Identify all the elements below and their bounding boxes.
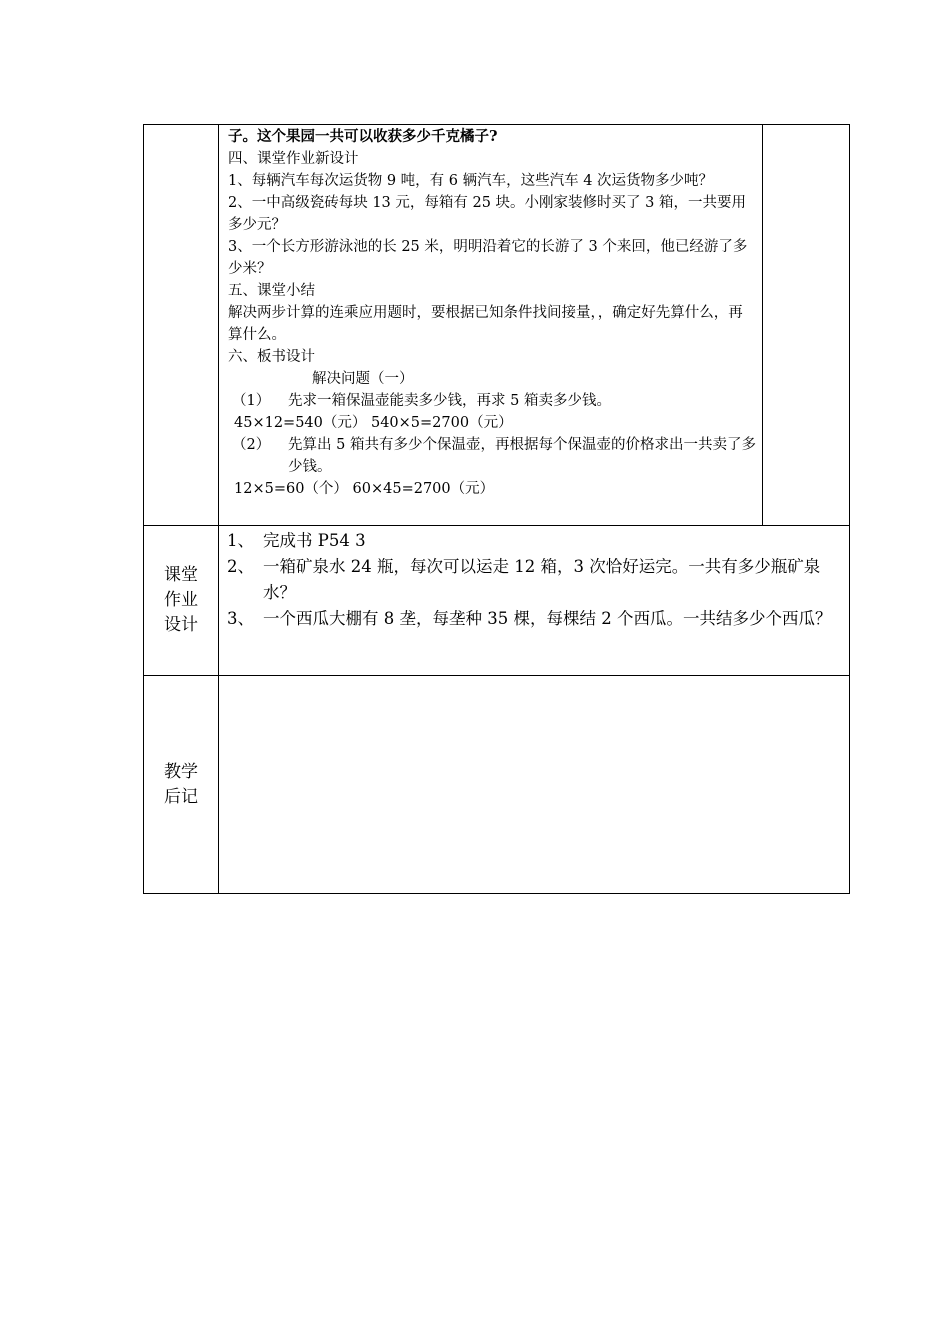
section-heading-board-design: 六、板书设计	[228, 349, 315, 365]
teaching-process-row	[144, 125, 850, 526]
section-heading-homework-design: 四、课堂作业新设计	[228, 151, 359, 167]
section-heading-summary: 五、课堂小结	[228, 283, 315, 299]
board-item-text: 先求一箱保温壶能卖多少钱，再求 5 箱卖多少钱。	[288, 393, 611, 409]
homework-item-3	[227, 606, 843, 632]
lesson-plan-table	[143, 124, 850, 894]
homework-design-row	[144, 526, 850, 676]
board-item-1	[228, 390, 756, 412]
board-title: 解决问题（一）	[312, 371, 414, 387]
label-line: 作业	[164, 590, 198, 610]
label-line: 设计	[164, 615, 198, 635]
homework-design-content	[219, 526, 850, 676]
label-line: 课堂	[164, 565, 198, 585]
lesson-plan-document	[143, 124, 850, 894]
homework-item-text: 一个西瓜大棚有 8 垄，每垄种 35 棵，每棵结 2 个西瓜。一共结多少个西瓜？	[263, 609, 832, 628]
homework-design-label	[144, 526, 219, 676]
homework-item-number: 1、	[227, 531, 254, 550]
label-line: 后记	[164, 786, 198, 807]
exercise-1: 1、每辆汽车每次运货物 9 吨，有 6 辆汽车，这些汽车 4 次运货物多少吨？	[228, 173, 714, 189]
summary-text: 解决两步计算的连乘应用题时，要根据已知条件找间接量，，确定好先算什么，再算什么。	[228, 305, 743, 343]
board-formula-2: 12×5=60（个） 60×45=2700（元）	[234, 481, 495, 497]
homework-item-2	[227, 554, 843, 606]
teaching-reflection-content[interactable]	[219, 676, 850, 894]
teaching-process-content	[219, 125, 763, 525]
exercise-2: 2、一中高级瓷砖每块 13 元，每箱有 25 块。小刚家装修时买了 3 箱，一共要用多少元？	[228, 195, 747, 233]
board-formula-1: 45×12=540（元） 540×5=2700（元）	[234, 415, 513, 431]
exercise-3: 3、一个长方形游泳池的长 25 米，明明沿着它的长游了 3 个来回，他已经游了多少米？	[228, 239, 748, 277]
board-item-text: 先算出 5 箱共有多少个保温壶，再根据每个保温壶的价格求出一共卖了多少钱。	[288, 437, 756, 475]
homework-item-number: 3、	[227, 609, 254, 628]
teaching-reflection-row	[144, 676, 850, 894]
board-item-number: （2）	[232, 437, 271, 453]
label-line: 教学	[164, 761, 198, 782]
side-notes-cell	[763, 125, 850, 525]
empty-label-cell	[144, 125, 219, 526]
board-item-number: （1）	[232, 393, 271, 409]
teaching-process-inner-table	[219, 125, 849, 525]
homework-item-1	[227, 528, 843, 554]
teaching-process-cell	[219, 125, 850, 526]
continued-question-text: 子。这个果园一共可以收获多少千克橘子?	[228, 128, 498, 145]
homework-item-text: 完成书 P54 3	[263, 531, 366, 550]
homework-item-text: 一箱矿泉水 24 瓶，每次可以运走 12 箱，3 次恰好运完。一共有多少瓶矿泉水？	[263, 557, 821, 602]
homework-item-number: 2、	[227, 557, 254, 576]
teaching-reflection-label	[144, 676, 219, 894]
board-item-2	[228, 434, 756, 478]
